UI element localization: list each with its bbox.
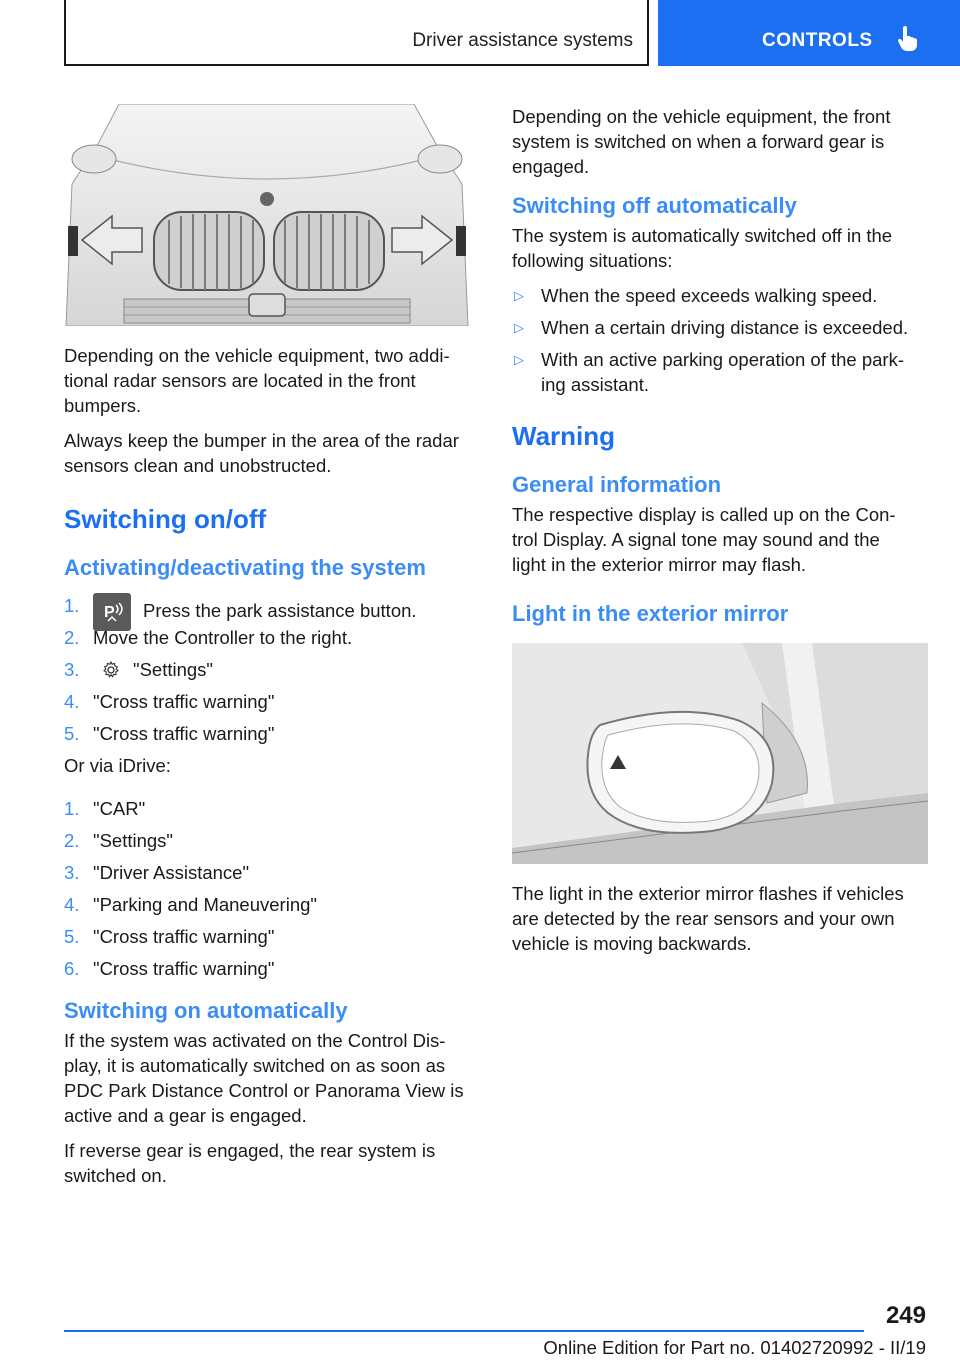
pointing-hand-icon bbox=[896, 26, 920, 52]
list-item: 4. "Parking and Maneuvering" bbox=[64, 894, 317, 915]
intro-paragraph-2: Always keep the bumper in the area of the radar sensors clean and unobstructed. bbox=[64, 430, 459, 476]
svg-text:P: P bbox=[104, 604, 115, 621]
intro-paragraph-1: Depending on the vehicle equipment, two addi‐ tional radar sensors are located in the front bumpers. bbox=[64, 345, 450, 416]
general-information-paragraph: The respective display is called up on the Con‐ trol Display. A signal tone may sound and the light in the exterior mirror may flash. bbox=[512, 504, 896, 575]
page-number: 249 bbox=[885, 1302, 926, 1329]
idrive-steps-list bbox=[64, 796, 470, 988]
heading-switching-on-automatically: Switching on automatically bbox=[64, 998, 348, 1023]
auto-on-paragraph: If the system was activated on the Control Dis‐ play, it is automatically switched on as soon as PDC Park Distance Control or Panorama View is active and a gear is engaged. bbox=[64, 1030, 464, 1126]
light-mirror-paragraph: The light in the exterior mirror flashes if vehicles are detected by the rear sensors and your own vehicle is moving backwards. bbox=[512, 883, 904, 954]
list-item: 2. Move the Controller to the right. bbox=[64, 627, 353, 648]
footer-divider bbox=[64, 1330, 864, 1332]
heading-general-information: General information bbox=[512, 472, 722, 497]
right-column bbox=[512, 104, 928, 966]
front-system-paragraph: Depending on the vehicle equipment, the front system is switched on when a forward gear is engaged. bbox=[512, 106, 891, 177]
heading-switching-on-off: Switching on/off bbox=[64, 504, 267, 534]
list-item: 5. "Cross traffic warning" bbox=[64, 723, 275, 744]
list-item: ▷ With an active parking operation of the park‐ ing assistant. bbox=[514, 349, 904, 395]
list-item: 3. "Driver Assistance" bbox=[64, 862, 250, 883]
heading-activating-deactivating: Activating/deactivating the system bbox=[64, 555, 426, 580]
header-section-box bbox=[64, 0, 649, 66]
list-item: ▷ When the speed exceeds walking speed. bbox=[514, 285, 878, 306]
header-section-title: Driver assistance systems bbox=[412, 30, 633, 51]
left-column bbox=[64, 104, 470, 1198]
or-via-idrive: Or via iDrive: bbox=[64, 755, 171, 776]
car-front-radar-illustration bbox=[64, 104, 470, 326]
exterior-mirror-illustration bbox=[512, 643, 928, 864]
list-item: 2. "Settings" bbox=[64, 830, 173, 851]
auto-off-conditions-list bbox=[512, 283, 928, 397]
heading-switching-off-automatically: Switching off automatically bbox=[512, 193, 797, 218]
header-chapter-tab[interactable] bbox=[658, 0, 960, 66]
list-item: ▷ When a certain driving distance is exceeded. bbox=[514, 317, 909, 338]
list-item: 1. P Press the park assistance button. bbox=[64, 593, 470, 625]
list-item: 3. "Settings" bbox=[64, 659, 213, 680]
list-item: 4. "Cross traffic warning" bbox=[64, 691, 275, 712]
reverse-gear-paragraph: If reverse gear is engaged, the rear system is switched on. bbox=[64, 1140, 436, 1186]
list-item: 5. "Cross traffic warning" bbox=[64, 926, 275, 947]
heading-light-exterior-mirror: Light in the exterior mirror bbox=[512, 601, 789, 626]
footer-edition: Online Edition for Part no. 01402720992 - II/19 bbox=[543, 1337, 926, 1358]
header-chapter-label: CONTROLS bbox=[762, 30, 873, 51]
list-item: 1. "CAR" bbox=[64, 798, 146, 819]
list-item: 6. "Cross traffic warning" bbox=[64, 958, 275, 979]
gear-icon bbox=[101, 660, 121, 680]
auto-off-paragraph: The system is automatically switched off in the following situations: bbox=[512, 225, 893, 271]
activation-steps-list bbox=[64, 593, 470, 753]
heading-warning: Warning bbox=[512, 421, 616, 451]
